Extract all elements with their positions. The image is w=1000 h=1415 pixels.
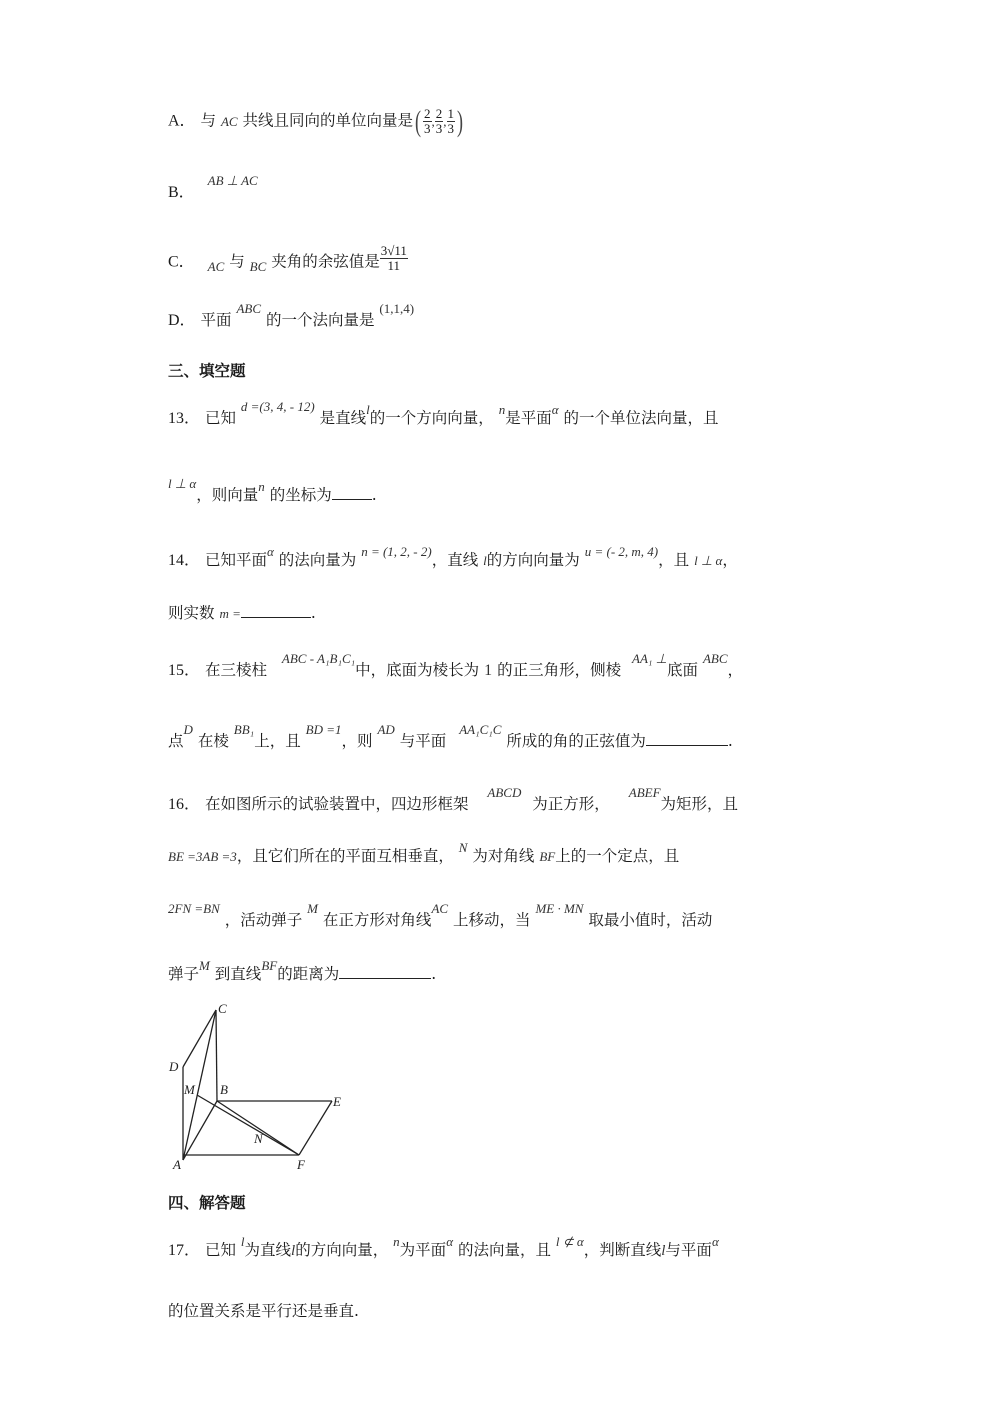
answer-blank[interactable] <box>332 485 372 500</box>
math-var: BF <box>261 958 278 973</box>
math-var: n <box>498 402 506 417</box>
question-text: 与平面 <box>665 1241 712 1259</box>
fraction: $\frac{2}{3}$ <box>424 106 431 136</box>
math-var: n <box>258 479 265 494</box>
math-var: N <box>458 840 468 855</box>
question-text: ，且它们所在的平面互相垂直， <box>236 847 454 865</box>
math-var: ABCD <box>487 785 522 800</box>
left-paren: ( <box>415 104 422 138</box>
question-text: 点 <box>168 732 184 750</box>
question-14-line1: 14． 已知平面$^\alpha$ 的法向量为 $^{n = (1, 2, - 2)}$，直线 l的方向向量为 $^{u = (- 2, m, 4)}$，且 l ⊥ α， <box>168 544 738 569</box>
question-text: 的法向量为 <box>278 551 357 569</box>
math-var: M <box>307 901 318 916</box>
question-number: 16． <box>168 796 201 813</box>
math-var: ABC <box>236 301 262 316</box>
math-var: AC <box>431 901 449 916</box>
math-var: AA₁C₁C <box>459 722 502 737</box>
question-text: 为直线 <box>244 1241 292 1259</box>
question-text: 上的一个定点，且 <box>555 847 680 865</box>
fraction: $\frac{1}{3}$ <box>447 106 455 136</box>
math-expr: l ⊥ α <box>168 476 197 491</box>
geometry-figure <box>160 995 360 1175</box>
math-expr: ABC - A₁B₁C₁ <box>281 651 356 666</box>
question-text: 上，且 <box>254 732 301 750</box>
question-text: 的法向量，且 <box>457 1241 551 1259</box>
question-text: 所成的角的正弦值为 <box>506 732 646 750</box>
question-17-line2 <box>168 1301 359 1321</box>
option-text: 与 <box>229 252 245 271</box>
math-var: n <box>393 1234 400 1249</box>
question-15-line1: 15． 在三棱柱 $^{ABC - A_1B_1C_1}$中，底面为棱长为 1 的正三角形，侧棱 $^{AA_1 \perp}$底面 $^{ABC}$， <box>168 651 744 679</box>
math-var: D <box>183 722 193 737</box>
option-label: D． <box>168 312 196 329</box>
math-expr: 2FN =BN <box>168 901 220 916</box>
math-var: M <box>199 958 210 973</box>
point-label-m: M <box>184 1082 195 1097</box>
math-var: AC <box>220 113 238 129</box>
question-number: 14． <box>168 552 201 569</box>
answer-blank[interactable] <box>241 603 311 618</box>
point-label-d: D <box>169 1059 179 1074</box>
math-expr: AA₁ ⊥ <box>632 651 667 666</box>
math-vector: (1,1,4) <box>379 301 415 316</box>
math-var: BC <box>249 258 267 274</box>
question-text: 在三棱柱 <box>204 661 267 679</box>
question-text: 到直线 <box>214 965 262 983</box>
math-expr: m = <box>219 606 241 621</box>
math-var: l <box>291 1243 296 1259</box>
option-text: 与 <box>200 111 217 130</box>
question-text: 的坐标为 <box>269 486 332 504</box>
option-label: A． <box>168 112 196 130</box>
math-var: α <box>711 1234 719 1249</box>
math-var: AC <box>207 258 225 274</box>
fraction: $\frac{2}{3}$ <box>435 106 443 136</box>
math-var: l <box>483 553 487 568</box>
question-text: ，活动弹子 <box>224 911 303 929</box>
question-text: 是平面 <box>505 409 552 427</box>
question-text: 为矩形，且 <box>660 795 739 813</box>
section-heading-answer: 四、解答题 <box>168 1193 246 1212</box>
question-text: 的位置关系是平行还是垂直. <box>168 1302 359 1320</box>
question-text: 为对角线 <box>472 847 535 865</box>
question-16-line1 <box>168 785 739 815</box>
question-text: ，则 <box>341 732 373 750</box>
question-text: 与平面 <box>399 732 447 750</box>
point-label-c: C <box>218 1001 227 1016</box>
question-text: ，直线 <box>431 551 479 569</box>
question-text: 中，底面为棱长为 <box>355 661 480 679</box>
question-text: 是直线 <box>319 409 367 427</box>
question-text: 已知 <box>204 1241 236 1259</box>
math-expr: u = (- 2, m, 4) <box>584 544 659 559</box>
point-label-e: E <box>333 1094 341 1109</box>
question-text: ，判断直线 <box>583 1241 662 1259</box>
math-expr: BE =3AB =3 <box>168 849 237 864</box>
question-text: 上移动，当 <box>453 911 531 929</box>
question-number: 13． <box>168 410 201 427</box>
option-text: 共线且同向的单位向量是 <box>242 111 414 130</box>
question-text: ，且 <box>658 551 690 569</box>
math-var: l <box>661 1243 666 1259</box>
answer-blank[interactable] <box>339 964 431 979</box>
question-text: 已知平面 <box>204 551 267 569</box>
math-expr: ME · MN <box>535 901 584 916</box>
point-label-b: B <box>220 1082 228 1097</box>
math-expr: l ⊥ α <box>694 553 723 568</box>
option-c <box>168 243 408 277</box>
right-paren: ) <box>457 104 464 138</box>
question-text: 已知 <box>204 409 236 427</box>
question-text: 的正三角形，侧棱 <box>497 661 622 679</box>
question-text: 的方向向量， <box>295 1241 389 1259</box>
question-text: 在正方形对角线 <box>322 911 432 929</box>
question-14-line2: 则实数 m = . <box>168 604 316 622</box>
math-var: BF <box>539 849 556 864</box>
option-label: C． <box>168 253 195 271</box>
option-text: 的一个法向量是 <box>265 311 375 329</box>
question-number: 17． <box>168 1242 201 1259</box>
question-text: 弹子 <box>168 965 200 983</box>
math-expr: n = (1, 2, - 2) <box>361 544 432 559</box>
option-label: B． <box>168 184 195 201</box>
math-var: l <box>240 1234 245 1249</box>
question-number: 15． <box>168 662 201 679</box>
question-16-line4: 弹子$^M$ 到直线$^{BF}$的距离为 . <box>168 958 437 983</box>
question-13-line1 <box>168 399 719 429</box>
question-text: 在如图所示的试验装置中，四边形框架 <box>204 795 469 813</box>
question-text: 取最小值时，活动 <box>588 911 713 929</box>
question-text: 为平面 <box>399 1241 447 1259</box>
question-17-line1 <box>168 1234 719 1261</box>
math-expr: BD =1 <box>305 722 342 737</box>
question-15-line2: 点$^D$ 在棱 $^{BB_1}$上，且 $^{BD =1}$，则 $^{AD}$ 与平面 $^{AA_1C_1C}$ 所成的角的正弦值为 . <box>168 722 733 750</box>
option-text: 夹角的余弦值是 <box>271 252 380 271</box>
math-expr: d =(3, 4, - 12) <box>240 399 315 414</box>
question-text: 则实数 <box>168 604 215 622</box>
math-number: 1 <box>484 662 493 679</box>
math-var: AD <box>377 722 395 737</box>
math-var: l <box>366 402 370 417</box>
question-16-line2 <box>168 840 680 867</box>
math-var: α <box>266 544 274 559</box>
math-expr: l ⊄ α <box>555 1234 584 1249</box>
math-expr: AB ⊥ AC <box>207 173 258 188</box>
math-var: BB₁ <box>233 722 255 737</box>
option-d <box>168 301 415 331</box>
math-var: α <box>551 402 559 417</box>
answer-blank[interactable] <box>646 731 728 746</box>
question-text: 的一个单位法向量，且 <box>563 409 719 427</box>
question-text: 底面 <box>667 661 699 679</box>
point-label-a: A <box>173 1157 181 1172</box>
question-text: 的距离为 <box>277 965 340 983</box>
question-text: 为正方形， <box>532 795 610 813</box>
option-a: A． 与 AC 共线且同向的单位向量是( $\frac{2}{3}$ , $\frac{2}{3}$ , $\frac{1}{3}$ ) <box>168 104 464 138</box>
math-var: ABEF <box>628 785 661 800</box>
point-label-f: F <box>297 1157 305 1172</box>
fraction: $\frac{3√11}{11}$ <box>380 243 407 273</box>
math-var: ABC <box>702 651 728 666</box>
point-label-n: N <box>254 1131 263 1146</box>
question-13-line2: $^{l \perp \alpha}$，则向量$^n$ 的坐标为 . <box>168 476 377 504</box>
math-var: α <box>446 1234 454 1249</box>
section-heading-fill-in: 三、填空题 <box>168 361 246 380</box>
question-text: ，则向量 <box>196 486 259 504</box>
question-text: 在棱 <box>197 732 229 750</box>
option-text: 平面 <box>200 311 232 329</box>
question-text: 的方向向量为 <box>486 551 580 569</box>
question-text: 的一个方向向量， <box>369 409 494 427</box>
